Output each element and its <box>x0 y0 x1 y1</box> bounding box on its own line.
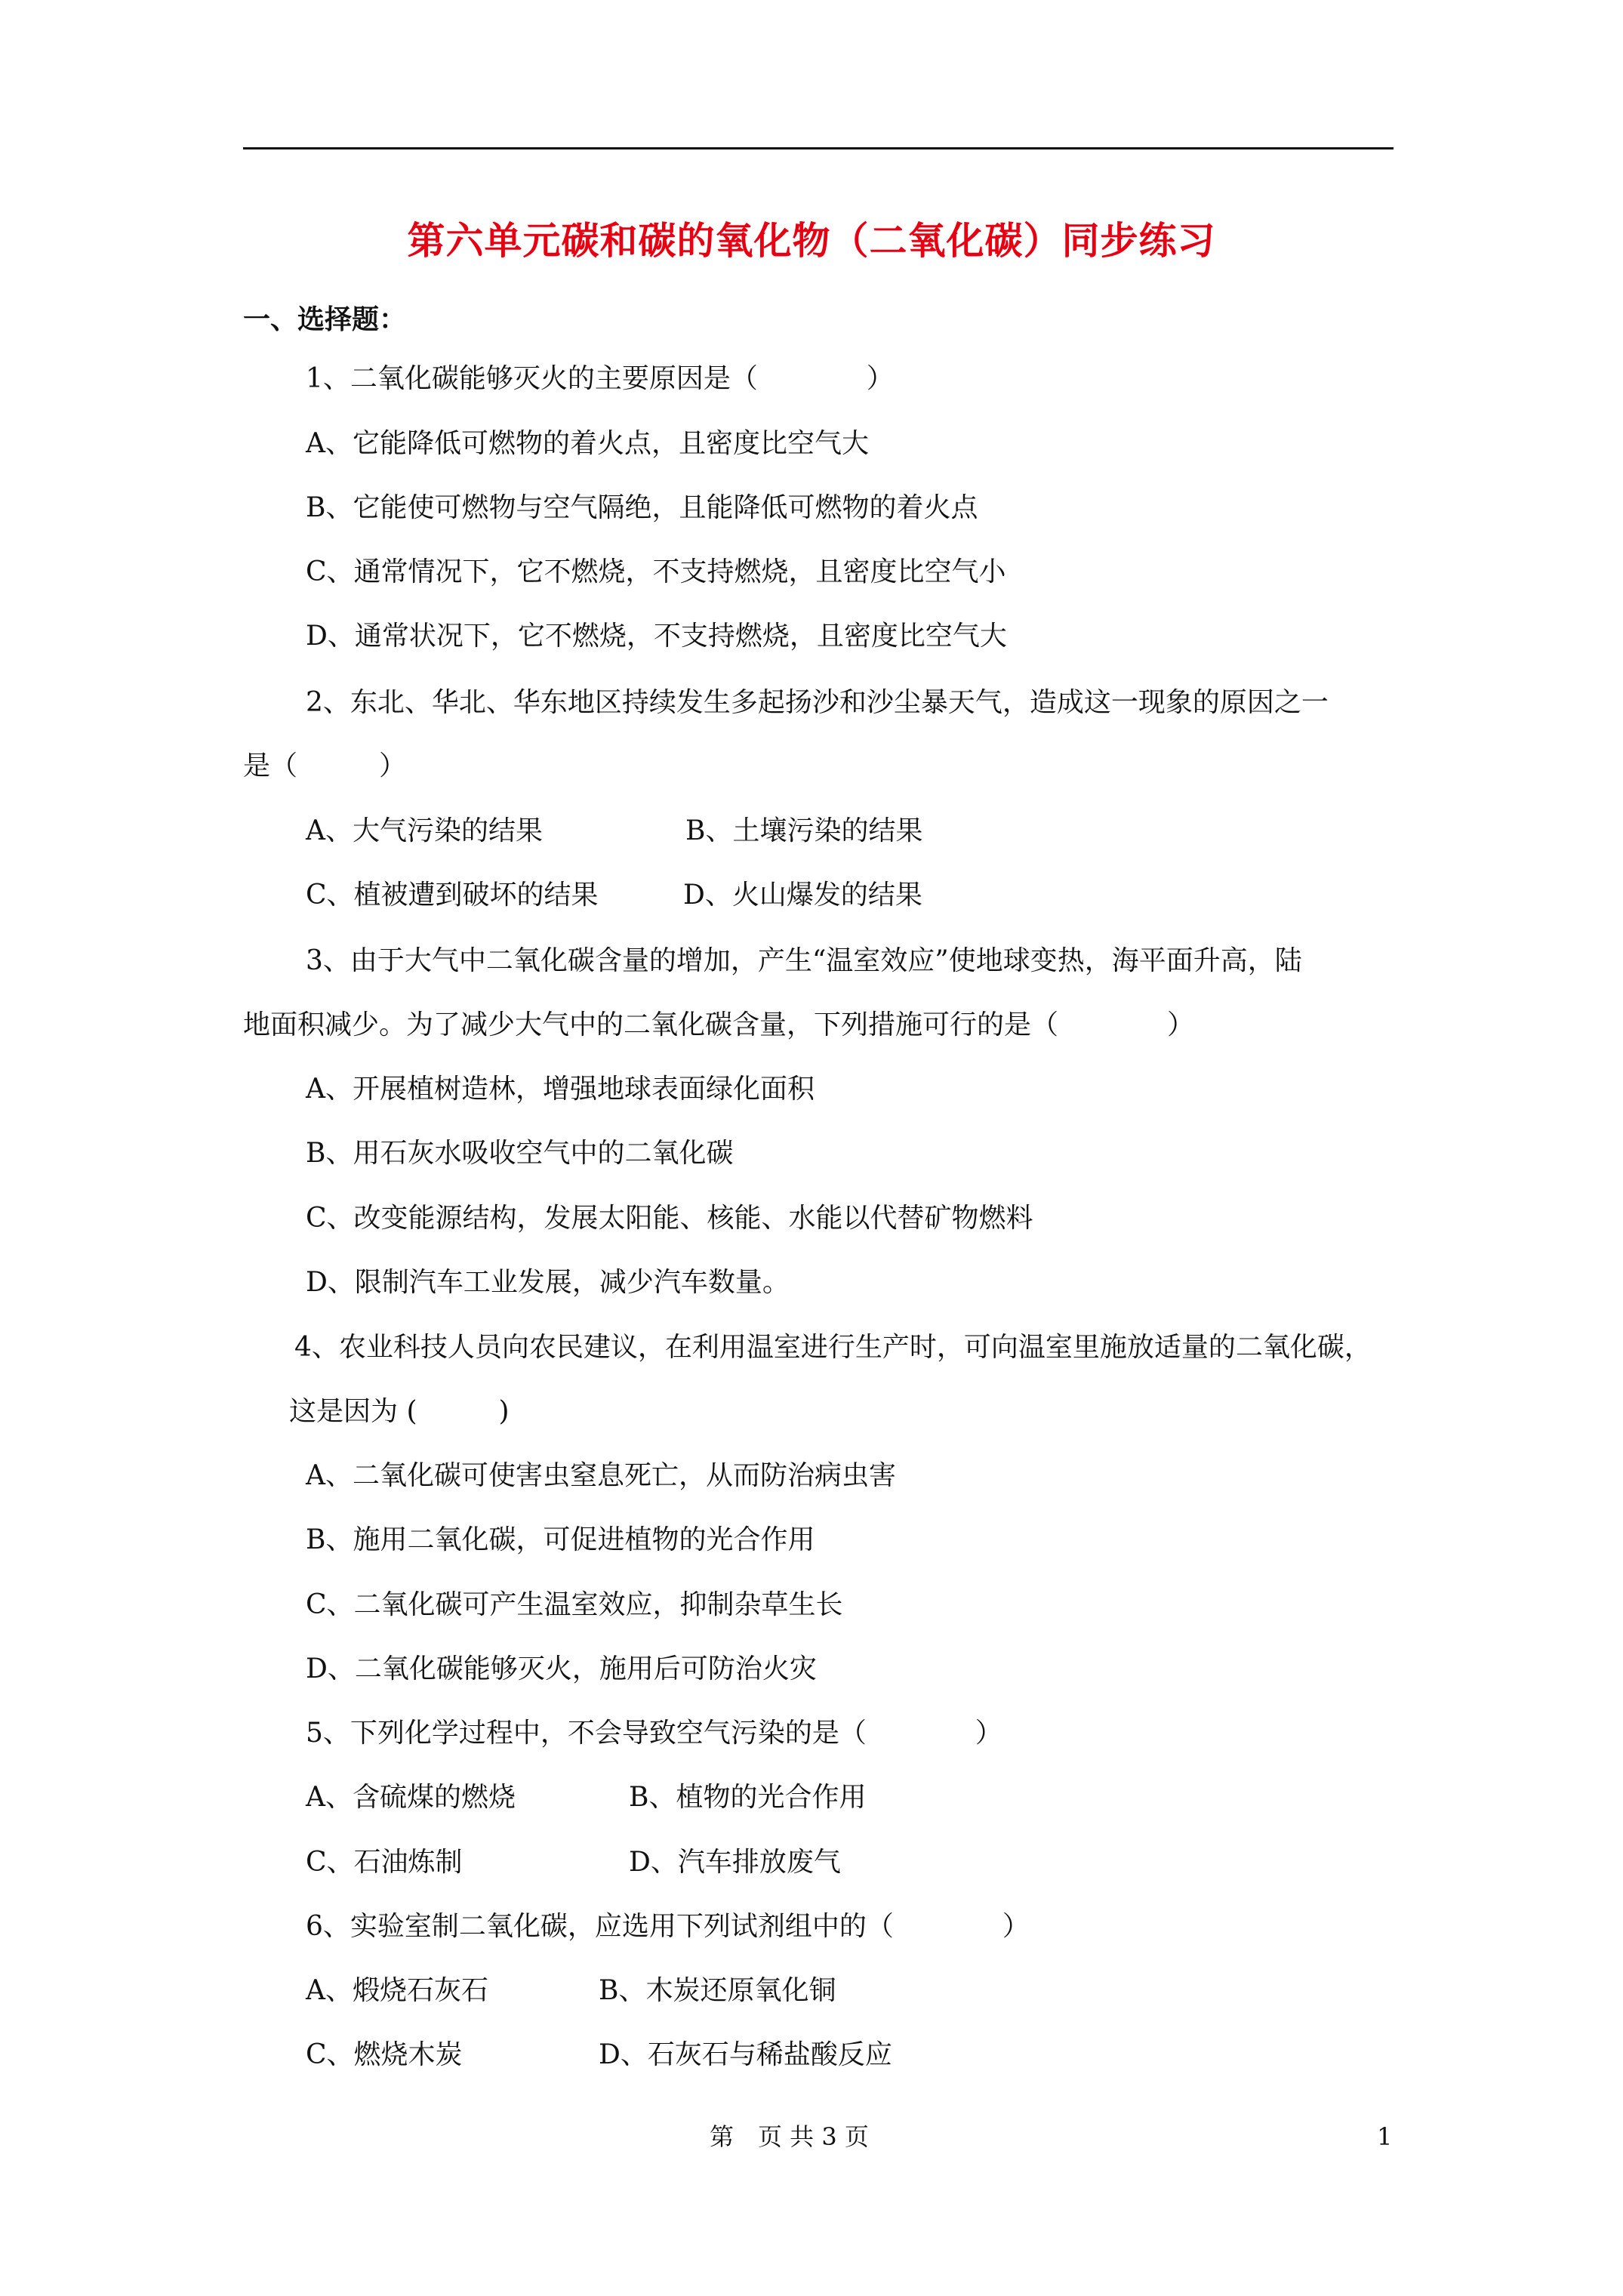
q3-option-d: D、限制汽车工业发展，减少汽车数量。 <box>306 1267 790 1298</box>
question-1: 1、二氧化碳能够灭火的主要原因是（ ） <box>306 363 894 394</box>
page-number: 1 <box>1377 2122 1393 2151</box>
page-footer-text: 第 页 共 3 页 <box>710 2122 869 2151</box>
q5-option-c: C、石油炼制 <box>306 1847 463 1878</box>
q3-option-b: B、用石灰水吸收空气中的二氧化碳 <box>306 1138 734 1169</box>
q3-option-c: C、改变能源结构，发展太阳能、核能、水能以代替矿物燃料 <box>306 1203 1033 1234</box>
q4-option-c: C、二氧化碳可产生温室效应，抑制杂草生长 <box>306 1589 843 1620</box>
q6-option-b: B、木炭还原氧化铜 <box>599 1975 836 2006</box>
q2-option-b: B、土壤污染的结果 <box>685 815 923 846</box>
q6-option-d: D、石灰石与稀盐酸反应 <box>599 2039 892 2070</box>
q1-option-c: C、通常情况下，它不燃烧，不支持燃烧，且密度比空气小 <box>306 556 1006 587</box>
question-3: 3、由于大气中二氧化碳含量的增加，产生“温室效应”使地球变热，海平面升高，陆 <box>306 945 1302 976</box>
q1-option-d: D、通常状况下，它不燃烧，不支持燃烧，且密度比空气大 <box>306 621 1007 652</box>
q5-option-a: A、含硫煤的燃烧 <box>306 1782 516 1813</box>
q6-option-c: C、燃烧木炭 <box>306 2039 463 2070</box>
question-4-cont: 这是因为 ( ) <box>289 1396 510 1427</box>
q3-option-a: A、开展植树造林，增强地球表面绿化面积 <box>306 1074 815 1105</box>
q4-option-d: D、二氧化碳能够灭火，施用后可防治火灾 <box>306 1653 817 1684</box>
q6-option-a: A、煅烧石灰石 <box>306 1975 488 2006</box>
question-4: 4、农业科技人员向农民建议，在利用温室进行生产时，可向温室里施放适量的二氧化碳， <box>294 1332 1372 1363</box>
q2-option-a: A、大气污染的结果 <box>306 815 543 846</box>
q5-option-b: B、植物的光合作用 <box>629 1782 867 1813</box>
question-6: 6、实验室制二氧化碳，应选用下列试剂组中的（ ） <box>306 1911 1030 1942</box>
q5-option-d: D、汽车排放废气 <box>629 1847 841 1878</box>
q2-option-d: D、火山爆发的结果 <box>683 880 922 911</box>
header-rule <box>243 147 1394 149</box>
question-2-cont: 是（ ） <box>243 750 407 781</box>
section-heading: 一、选择题： <box>243 304 407 335</box>
q4-option-b: B、施用二氧化碳，可促进植物的光合作用 <box>306 1524 815 1555</box>
question-3-cont: 地面积减少。为了减少大气中的二氧化碳含量，下列措施可行的是（ ） <box>243 1009 1195 1040</box>
q4-option-a: A、二氧化碳可使害虫窒息死亡，从而防治病虫害 <box>306 1460 896 1491</box>
question-2: 2、东北、华北、华东地区持续发生多起扬沙和沙尘暴天气，造成这一现象的原因之一 <box>306 687 1329 718</box>
q1-option-a: A、它能降低可燃物的着火点，且密度比空气大 <box>306 428 869 459</box>
page-title: 第六单元碳和碳的氧化物（二氧化碳）同步练习 <box>407 218 1216 263</box>
q2-option-c: C、植被遭到破坏的结果 <box>306 880 599 911</box>
q1-option-b: B、它能使可燃物与空气隔绝，且能降低可燃物的着火点 <box>306 492 978 523</box>
question-5: 5、下列化学过程中，不会导致空气污染的是（ ） <box>306 1718 1002 1749</box>
